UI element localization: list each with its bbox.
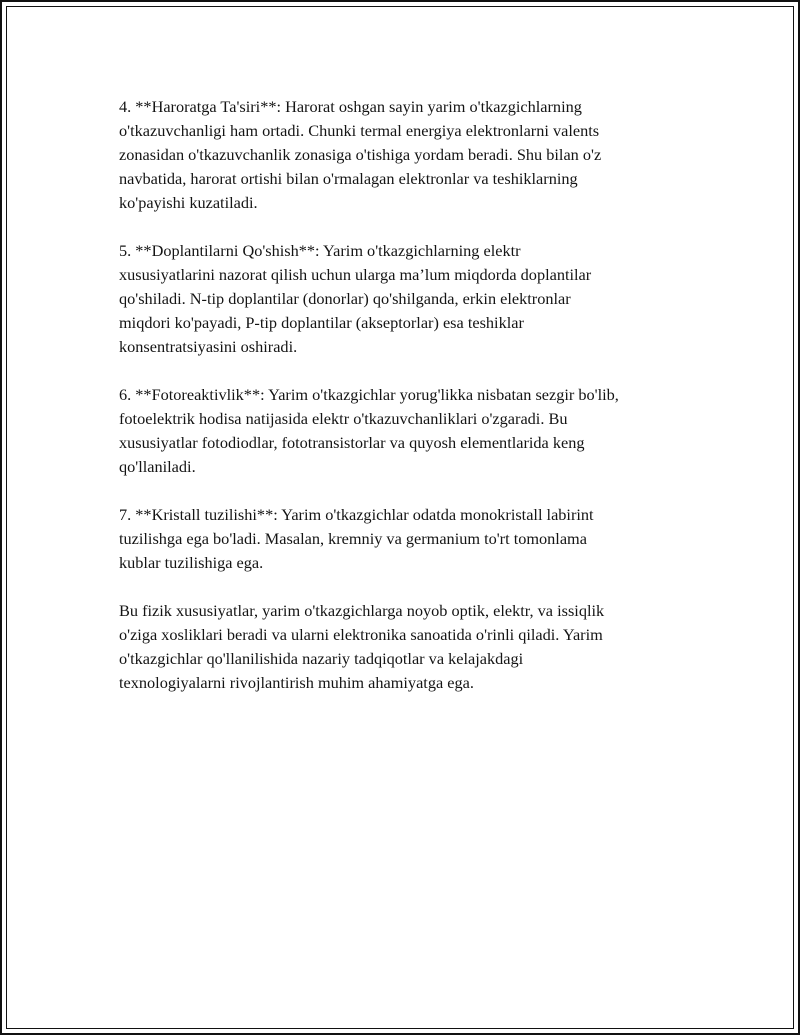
paragraph-photoreactivity: 6. **Fotoreaktivlik**: Yarim o'tkazgichlar yorug'likka nisbatan sezgir bo'lib, fotoelektrik hodisa natijasida elektr o'tkazuvchanliklari o'zgaradi. Bu xususiyatlar fotodiodlar, fototransistorlar va quyosh elementlarida keng qo'llaniladi. [119,385,619,476]
paragraph-conclusion: Bu fizik xususiyatlar, yarim o'tkazgichlarga noyob optik, elektr, va issiqlik o'ziga xosliklari beradi va ularni elektronika sanoatida o'rinli qiladi. Yarim o'tkazgichlar qo'llanilishida nazariy tadqiqotlar va kelajakdagi texnologiyalarni rivojlantirish muhim ahamiyatga ega. [119,601,605,692]
paragraph-temperature-effect: 4. **Haroratga Ta'siri**: Harorat oshgan sayin yarim o'tkazgichlarning o'tkazuvchanligi ham ortadi. Chunki termal energiya elektronlarni valents zonasidan o'tkazuvchanlik zonasiga o'tishiga yordam beradi. Shu bilan o'z navbatida, harorat ortishi bilan o'rmalagan elektronlar va teshiklarning ko'payishi kuzatiladi. [119,97,602,212]
document-body [119,95,719,695]
paragraph-doping: 5. **Doplantilarni Qo'shish**: Yarim o'tkazgichlarning elektr xususiyatlarini nazorat qilish uchun ularga ma’lum miqdorda doplantilar qo'shiladi. N-tip doplantilar (donorlar) qo'shilganda, erkin elektronlar miqdori ko'payadi, P-tip doplantilar (akseptorlar) esa teshiklar konsentratsiyasini oshiradi. [119,241,592,356]
paragraph-crystal-structure: 7. **Kristall tuzilishi**: Yarim o'tkazgichlar odatda monokristall labirint tuzilishga ega bo'ladi. Masalan, kremniy va germanium to'rt tomonlama kublar tuzilishiga ega. [119,505,594,572]
